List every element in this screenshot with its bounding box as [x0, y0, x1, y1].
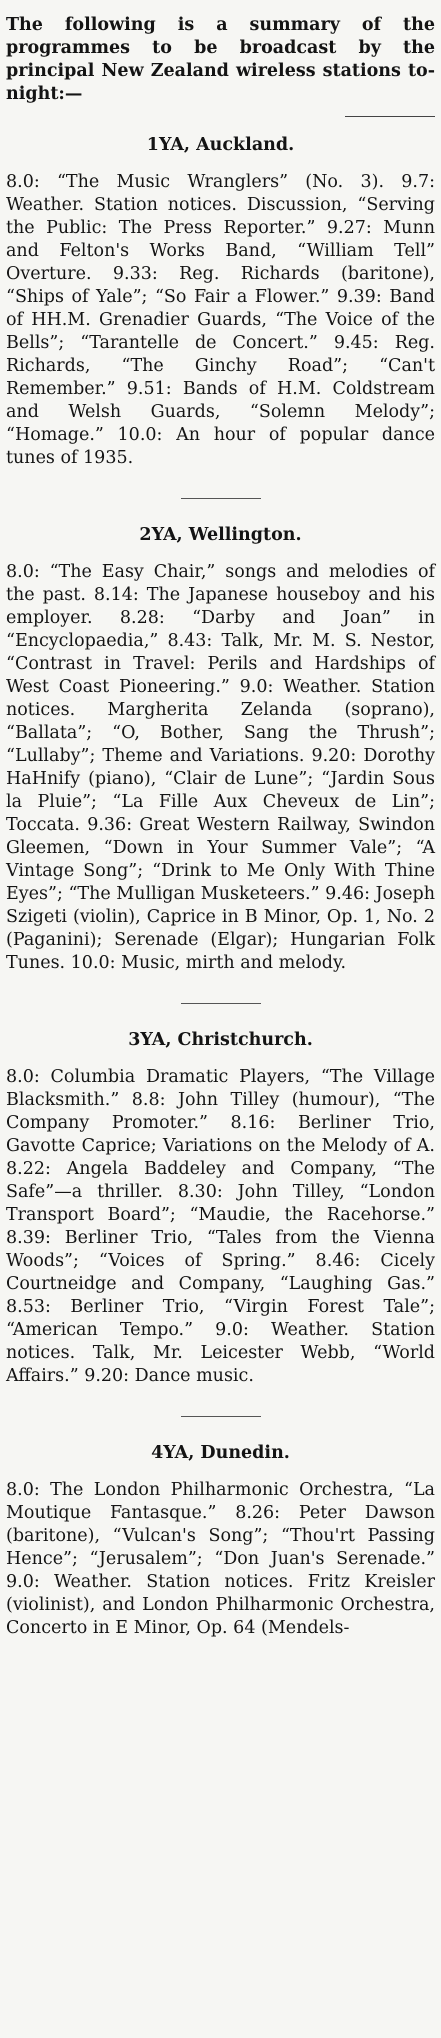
section-body: 8.0: Columbia Dramatic Players, “The Village Blacksmith.” 8.8: John Tilley (humour), “The Company Promoter.” 8.16: Berliner Trio, Gavotte Caprice; Variations on the Melody of A. 8.22: Angela Baddeley and Company, “The Safe”—a thriller. 8.30: John Tilley, “London Transport Board”; “Maudie, the Racehorse.” 8.39: Berliner Trio, “Tales from the Vienna Woods”; “Voices of Spring.” 8.46: Cicely Courtneidge and Company, “Laughing Gas.” 8.53: Berliner Trio, “Virgin Forest Tale”; “American Tempo.” 9.0: Weather. Station notices. Talk, Mr. Leicester Webb, “World Affairs.” 9.20: Dance music. — [6, 1067, 435, 1386]
section-4ya-dunedin — [6, 1443, 435, 1640]
section-divider — [181, 498, 261, 499]
section-body: 8.0: “The Easy Chair,” songs and melodies of the past. 8.14: The Japanese houseboy and his employer. 8.28: “Darby and Joan” in “Encyclopaedia,” 8.43: Talk, Mr. M. S. Nestor, “Contrast in Travel: Perils and Hardships of West Coast Pioneering.” 9.0: Weather. Station notices. Margherita Zelanda (soprano), “Ballata”; “O, Bother, Sang the Thrush”; “Lullaby”; Theme and Variations. 9.20: Dorothy HaHnify (piano), “Clair de Lune”; “Jardin Sous la Pluie”; “La Fille Aux Cheveux de Lin”; Toccata. 9.36: Great Western Railway, Swindon Gleemen, “Down in Your Summer Vale”; “A Vintage Song”; “Drink to Me Only With Thine Eyes”; “The Mulligan Musketeers.” 9.46: Joseph Szigeti (violin), Caprice in B Minor, Op. 1, No. 2 (Paganini); Serenade (Elgar); Hungarian Folk Tunes. 10.0: Music, mirth and melody. — [6, 562, 435, 973]
section-heading: 1YA, Auckland. — [146, 135, 295, 155]
section-heading: 3YA, Christchurch. — [128, 1030, 313, 1050]
section-heading: 2YA, Wellington. — [139, 525, 302, 545]
intro-paragraph: The following is a summary of the programmes to be broadcast by the principal New Zealand wireless stations to-night:— — [6, 15, 435, 104]
section-divider — [181, 1416, 261, 1417]
section-1ya-auckland — [6, 135, 435, 470]
section-2ya-wellington — [6, 525, 435, 975]
newspaper-column — [6, 14, 435, 1668]
section-heading: 4YA, Dunedin. — [151, 1443, 290, 1463]
section-body: 8.0: “The Music Wranglers” (No. 3). 9.7: Weather. Station notices. Discussion, “Serving the Public: The Press Reporter.” 9.27: Munn and Felton's Works Band, “William Tell” Overture. 9.33: Reg. Richards (baritone), “Ships of Yale”; “So Fair a Flower.” 9.39: Band of HH.M. Grenadier Guards, “The Voice of the Bells”; “Tarantelle de Concert.” 9.45: Reg. Richards, “The Ginchy Road”; “Can't Remember.” 9.51: Bands of H.M. Coldstream and Welsh Guards, “Solemn Melody”; “Homage.” 10.0: An hour of popular dance tunes of 1935. — [6, 172, 435, 468]
section-body: 8.0: The London Philharmonic Orchestra, “La Moutique Fantasque.” 8.26: Peter Dawson (baritone), “Vulcan's Song”; “Thou'rt Passing Hence”; “Jerusalem”; “Don Juan's Serenade.” 9.0: Weather. Station notices. Fritz Kreisler (violinist), and London Philharmonic Orchestra, Concerto in E Minor, Op. 64 (Mendels- — [6, 1480, 435, 1638]
section-divider — [181, 1003, 261, 1004]
intro-rule — [345, 116, 435, 117]
section-3ya-christchurch — [6, 1030, 435, 1388]
